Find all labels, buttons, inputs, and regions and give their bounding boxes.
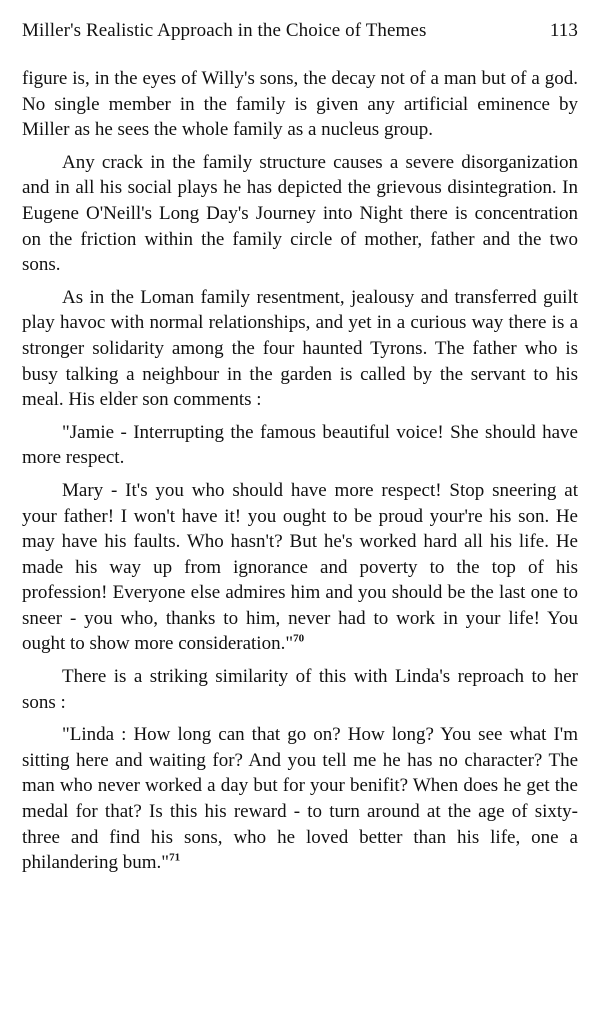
quote-paragraph xyxy=(22,420,578,471)
paragraph-text: figure is, in the eyes of Willy's sons, the decay not of a man but of a god. No single member in the family is given any artificial eminence by Miller as he sees the whole family as a nucleus group. xyxy=(22,68,578,141)
footnote-marker[interactable]: 70 xyxy=(293,633,305,646)
running-title: Miller's Realistic Approach in the Choice of Themes xyxy=(22,20,427,41)
running-header xyxy=(22,18,578,44)
paragraph-text: "Linda : How long can that go on? How long? You see what I'm sitting here and waiting for? And you tell me he has no character? The man who never worked a day but for your benifit? When does he get the medal for that? Is this his reward - to turn around at the age of sixty-three and find his sons, who he loved better than his life, one a philandering bum." xyxy=(22,724,578,874)
footnote-marker[interactable]: 71 xyxy=(169,851,181,864)
paragraph-text: Mary - It's you who should have more respect! Stop sneering at your father! I won't have it! you ought to be proud your're his son. He may have his faults. Who hasn't? But he's worked hard all his life. He made his way up from ignorance and poverty to the top of his profession! Everyone else admires him and you should be the last one to sneer - you who, thanks to him, never had to work in your life! You ought to show more consideration." xyxy=(22,479,578,655)
paragraph xyxy=(22,664,578,715)
book-page xyxy=(22,18,578,883)
quote-paragraph xyxy=(22,722,578,876)
page-number: 113 xyxy=(549,20,578,41)
paragraph-text: As in the Loman family resentment, jealousy and transferred guilt play havoc with normal relationships, and yet in a curious way there is a stronger solidarity among the four haunted Tyrons. The father who is busy talking a neighbour in the garden is called by the servant to his meal. His elder son comments : xyxy=(22,286,578,411)
paragraph-text: There is a striking similarity of this with Linda's reproach to her sons : xyxy=(22,666,578,713)
paragraph xyxy=(22,66,578,143)
quote-paragraph xyxy=(22,478,578,657)
paragraph-text: Any crack in the family structure causes a severe disorganization and in all his social plays he has depicted the grievous disintegration. In Eugene O'Neill's Long Day's Journey into Night there is concentration on the friction within the family circle of mother, father and the two sons. xyxy=(22,151,578,276)
body-text xyxy=(22,66,578,876)
paragraph xyxy=(22,150,578,278)
paragraph xyxy=(22,285,578,413)
paragraph-text: "Jamie - Interrupting the famous beautiful voice! She should have more respect. xyxy=(22,421,578,469)
